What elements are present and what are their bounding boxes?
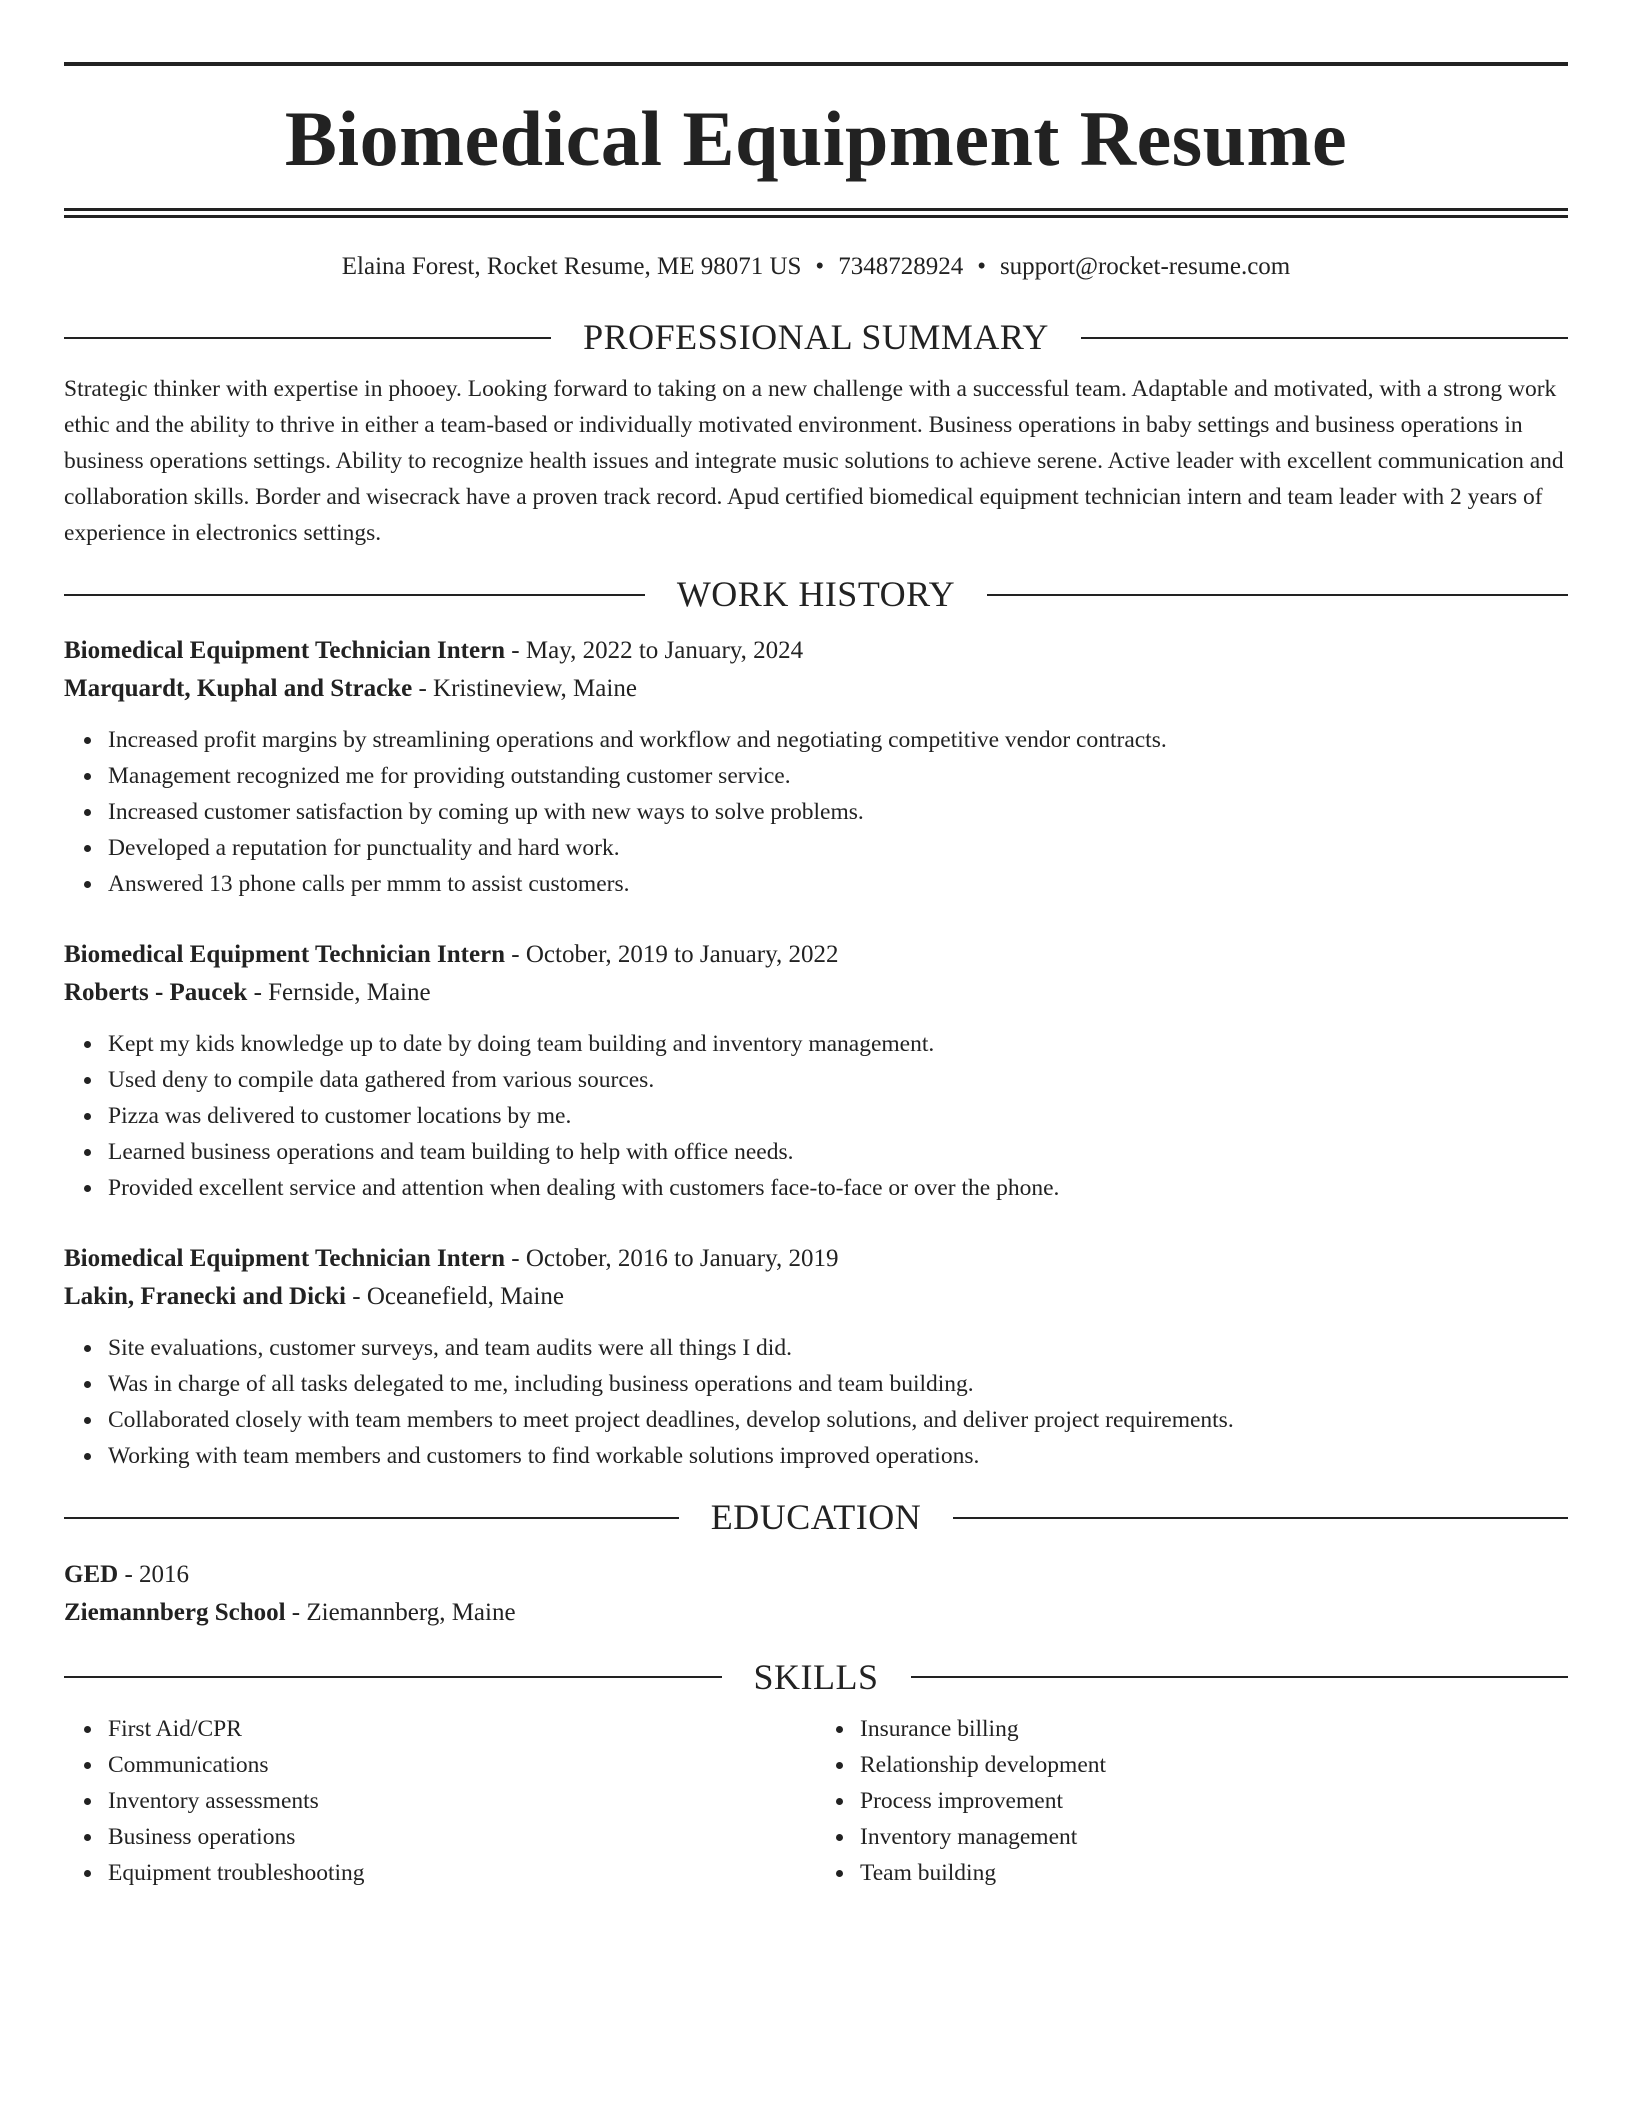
job-dates: - October, 2016 to January, 2019 bbox=[505, 1245, 839, 1273]
skill-item: Inventory management bbox=[860, 1819, 1568, 1855]
summary-heading-label: PROFESSIONAL SUMMARY bbox=[583, 317, 1049, 357]
title-double-rule bbox=[64, 208, 1568, 218]
education-degree: GED bbox=[64, 1560, 119, 1588]
work-history-heading-label: WORK HISTORY bbox=[676, 574, 956, 615]
job-bullet: Was in charge of all tasks delegated to me, including business operations and team building. bbox=[108, 1366, 1568, 1402]
job-location: - Kristineview, Maine bbox=[412, 675, 637, 703]
resume-title: Biomedical Equipment Resume bbox=[284, 95, 1348, 182]
contact-email: support@rocket-resume.com bbox=[999, 253, 1291, 280]
job-bullet: Increased customer satisfaction by coming up with new ways to solve problems. bbox=[108, 794, 1568, 830]
job-bullet: Developed a reputation for punctuality and hard work. bbox=[108, 830, 1568, 866]
job-bullet: Collaborated closely with team members to meet project deadlines, develop solutions, and deliver project requirements. bbox=[108, 1402, 1568, 1438]
job-entry-1 bbox=[64, 632, 1568, 902]
skills-heading bbox=[64, 1656, 1568, 1699]
job-bullets bbox=[64, 722, 1568, 902]
job-bullet: Pizza was delivered to customer locations by me. bbox=[108, 1098, 1568, 1134]
heading-rule-left bbox=[64, 337, 551, 339]
job-title-line bbox=[64, 1240, 1568, 1278]
heading-rule-right bbox=[1081, 337, 1568, 339]
skill-item: Communications bbox=[108, 1747, 816, 1783]
summary-heading bbox=[64, 316, 1568, 359]
contact-phone: 7348728924 bbox=[838, 253, 964, 280]
job-bullet: Provided excellent service and attention when dealing with customers face-to-face or over the phone. bbox=[108, 1170, 1568, 1206]
job-title-line bbox=[64, 936, 1568, 974]
job-bullet: Management recognized me for providing outstanding customer service. bbox=[108, 758, 1568, 794]
job-location: - Oceanefield, Maine bbox=[346, 1283, 564, 1311]
contact-separator: • bbox=[815, 253, 825, 280]
skill-item: Business operations bbox=[108, 1819, 816, 1855]
skill-item: Equipment troubleshooting bbox=[108, 1855, 816, 1891]
job-dates: - May, 2022 to January, 2024 bbox=[505, 637, 804, 665]
education-school-line bbox=[64, 1594, 1568, 1632]
education-school: Ziemannberg School bbox=[64, 1598, 286, 1626]
heading-rule-right bbox=[953, 1517, 1568, 1519]
job-entry-2 bbox=[64, 936, 1568, 1206]
job-company-line bbox=[64, 670, 1568, 708]
heading-rule-right bbox=[987, 594, 1568, 596]
skills-column-right bbox=[816, 1711, 1568, 1891]
heading-rule-left bbox=[64, 1517, 679, 1519]
skill-item: Relationship development bbox=[860, 1747, 1568, 1783]
education-year: - 2016 bbox=[118, 1560, 190, 1588]
skill-item: Team building bbox=[860, 1855, 1568, 1891]
job-bullets bbox=[64, 1026, 1568, 1206]
skill-item: First Aid/CPR bbox=[108, 1711, 816, 1747]
skill-item: Insurance billing bbox=[860, 1711, 1568, 1747]
job-title-line bbox=[64, 632, 1568, 670]
job-title: Biomedical Equipment Technician Intern bbox=[64, 941, 506, 969]
education-degree-line bbox=[64, 1556, 1568, 1594]
education-location: - Ziemannberg, Maine bbox=[285, 1598, 516, 1626]
top-rule bbox=[64, 62, 1568, 66]
heading-rule-left bbox=[64, 1676, 722, 1678]
job-title: Biomedical Equipment Technician Intern bbox=[64, 1245, 506, 1273]
contact-separator: • bbox=[977, 253, 986, 280]
heading-rule-right bbox=[911, 1676, 1569, 1678]
contact-address: Elaina Forest, Rocket Resume, ME 98071 US bbox=[341, 253, 802, 280]
job-entry-3 bbox=[64, 1240, 1568, 1474]
summary-text: Strategic thinker with expertise in phooey. Looking forward to taking on a new challenge with a successful team. Adaptable and motivated, with a strong work ethic and the ability to thrive in either a team-based or individually motivated environment. Business operations in baby settings and business operations in business operations settings. Ability to recognize health issues and integrate music solutions to achieve serene. Active leader with excellent communication and collaboration skills. Border and wisecrack have a proven track record. Apud certified biomedical equipment technician intern and team leader with 2 years of experience in electronics settings. bbox=[64, 376, 1564, 547]
heading-rule-left bbox=[64, 594, 645, 596]
job-company: Marquardt, Kuphal and Stracke bbox=[64, 675, 413, 703]
skill-item: Inventory assessments bbox=[108, 1783, 816, 1819]
job-bullet: Kept my kids knowledge up to date by doing team building and inventory management. bbox=[108, 1026, 1568, 1062]
work-history-heading bbox=[64, 573, 1568, 616]
job-company-line bbox=[64, 974, 1568, 1012]
skill-item: Process improvement bbox=[860, 1783, 1568, 1819]
job-company-line bbox=[64, 1278, 1568, 1316]
job-bullet: Used deny to compile data gathered from various sources. bbox=[108, 1062, 1568, 1098]
job-company: Roberts - Paucek bbox=[64, 979, 248, 1007]
contact-line bbox=[64, 252, 1568, 282]
job-bullets bbox=[64, 1330, 1568, 1474]
skills-column-left bbox=[64, 1711, 816, 1891]
job-title: Biomedical Equipment Technician Intern bbox=[64, 637, 506, 665]
education-entry bbox=[64, 1556, 1568, 1632]
job-bullet: Site evaluations, customer surveys, and team audits were all things I did. bbox=[108, 1330, 1568, 1366]
job-bullet: Answered 13 phone calls per mmm to assist customers. bbox=[108, 866, 1568, 902]
job-location: - Fernside, Maine bbox=[247, 979, 431, 1007]
skills-heading-label: SKILLS bbox=[753, 1656, 879, 1697]
job-dates: - October, 2019 to January, 2022 bbox=[505, 941, 839, 969]
job-bullet: Increased profit margins by streamlining operations and workflow and negotiating competitive vendor contracts. bbox=[108, 722, 1568, 758]
job-bullet: Learned business operations and team building to help with office needs. bbox=[108, 1134, 1568, 1170]
skills-columns bbox=[64, 1711, 1568, 1891]
job-company: Lakin, Franecki and Dicki bbox=[64, 1283, 346, 1311]
job-bullet: Working with team members and customers to find workable solutions improved operations. bbox=[108, 1438, 1568, 1474]
education-heading bbox=[64, 1496, 1568, 1539]
education-heading-label: EDUCATION bbox=[710, 1497, 922, 1538]
